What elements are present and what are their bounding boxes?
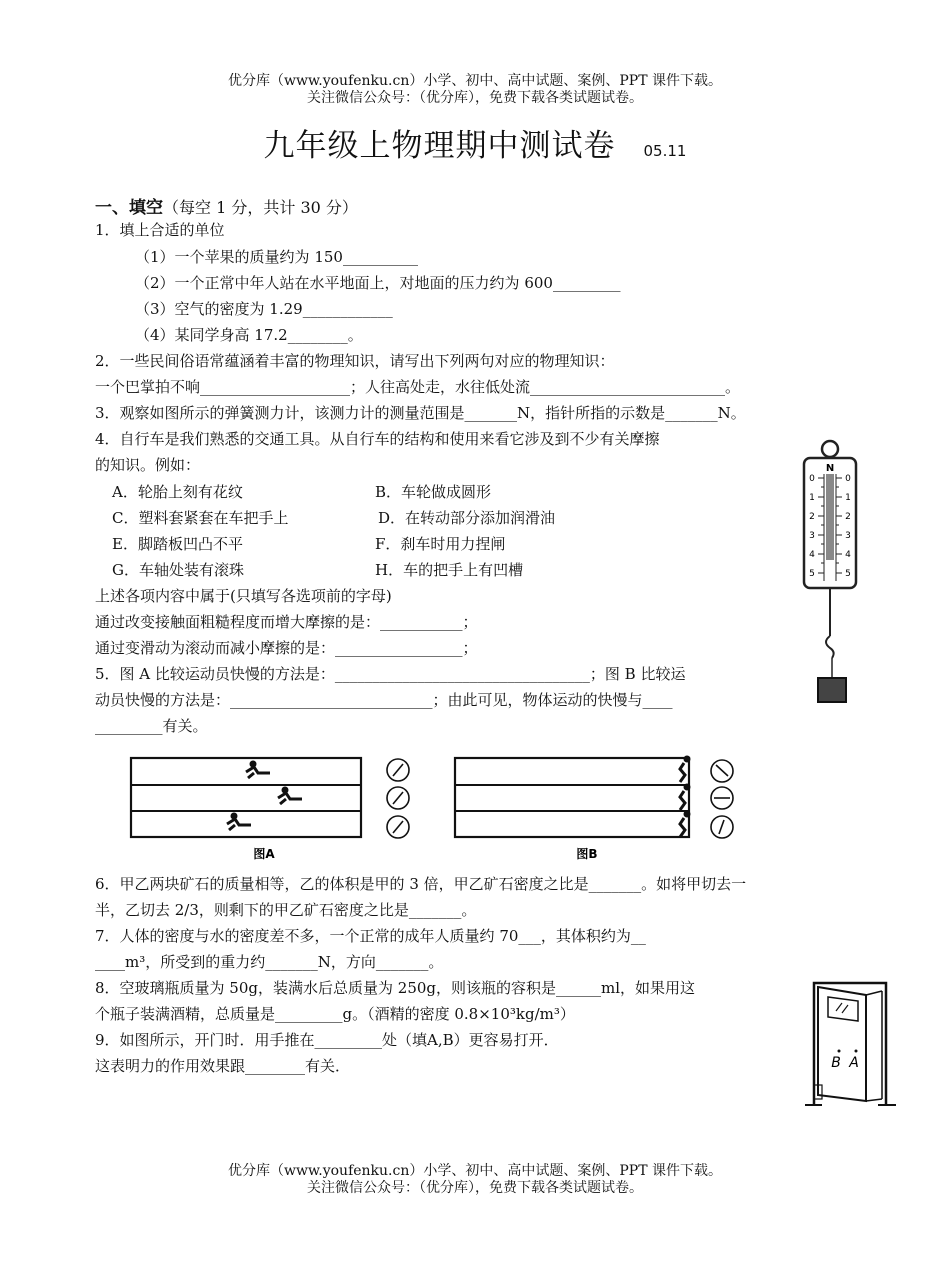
q4-option-g: G．车轴处装有滚珠 — [112, 561, 244, 579]
q2-stem: 2．一些民间俗语常蕴涵着丰富的物理知识，请写出下列两句对应的物理知识： — [95, 352, 615, 370]
scale-hook — [826, 636, 834, 658]
header-line-1: 优分库（www.youfenku.cn）小学、初中、高中试题、案例、PPT 课件下载。 — [227, 73, 722, 89]
scale-tick-label-left: 3 — [809, 531, 815, 541]
q1-item-4: （4）某同学身高 17.2________。 — [135, 326, 363, 344]
stopwatch-icon — [711, 760, 733, 782]
q6-line-1: 6．甲乙两块矿石的质量相等，乙的体积是甲的 3 倍，甲乙矿石密度之比是_______。如将甲切去一 — [95, 875, 747, 893]
scale-tick-label-left: 4 — [809, 550, 815, 560]
q4-line-4: 通过改变接触面粗糙程度而增大摩擦的是：___________； — [95, 613, 478, 631]
scale-tick-label-right: 0 — [845, 474, 851, 484]
scale-tick-label-left: 5 — [809, 569, 815, 579]
section-label: 一、填空 — [95, 198, 163, 218]
q4-option-b: B．车轮做成圆形 — [375, 483, 492, 501]
track-b — [455, 758, 689, 837]
q4-option-a: A．轮胎上刻有花纹 — [112, 483, 243, 501]
q5-line-1: 5．图 A 比较运动员快慢的方法是：__________________________________；图 B 比较运 — [95, 665, 686, 683]
figure-b-caption: 图B — [576, 847, 598, 861]
q8-line-2: 个瓶子装满酒精，总质量是_________g。（酒精的密度 0.8×10³kg/m³） — [95, 1005, 575, 1023]
q1-item-1: （1）一个苹果的质量约为 150__________ — [135, 248, 418, 266]
q1-stem: 1．填上合适的单位 — [95, 221, 225, 239]
footer-line-2: 关注微信公众号：（优分库），免费下载各类试题试卷。 — [307, 1180, 643, 1196]
scale-unit-label: N — [825, 463, 835, 474]
scale-tick-label-left: 1 — [809, 493, 815, 503]
scale-tick-label-right: 4 — [845, 550, 851, 560]
q5-line-3: _________有关。 — [95, 717, 208, 735]
q4-line-5: 通过变滑动为滚动而减小摩擦的是：_________________； — [95, 639, 478, 657]
scale-tick-label-right: 2 — [845, 512, 851, 522]
q4-option-h: H．车的把手上有凹槽 — [375, 561, 524, 579]
q4-line-2: 的知识。例如： — [95, 456, 201, 474]
q3-line: 3．观察如图所示的弹簧测力计，该测力计的测量范围是_______N，指针所指的示数是_______N。 — [95, 404, 746, 422]
stopwatch-icon — [387, 759, 409, 781]
q4-option-c: C．塑料套紧套在车把手上 — [112, 509, 289, 527]
footer-line-1: 优分库（www.youfenku.cn）小学、初中、高中试题、案例、PPT 课件下载。 — [227, 1163, 722, 1179]
title-text: 九年级上物理期中测试卷 — [263, 128, 616, 164]
q7-line-1: 7．人体的密度与水的密度差不多，一个正常的成年人质量约 70___，其体积约为__ — [95, 927, 646, 945]
spring-scale-figure — [790, 436, 870, 708]
door-point-b: B — [831, 1055, 841, 1071]
q4-option-e: E．脚踏板凹凸不平 — [112, 535, 243, 553]
scale-tick-label-left: 0 — [809, 474, 815, 484]
q7-line-2: ____m³，所受到的重力约_______N，方向_______。 — [95, 953, 444, 971]
q4-line-1: 4．自行车是我们熟悉的交通工具。从自行车的结构和使用来看它涉及到不少有关摩擦 — [95, 430, 660, 448]
q8-line-1: 8．空玻璃瓶质量为 50g，装满水后总质量为 250g，则该瓶的容积是______ml，如果用这 — [95, 979, 696, 997]
stopwatch-icon — [387, 787, 409, 809]
q4-line-3: 上述各项内容中属于(只填写各选项前的字母) — [95, 587, 392, 605]
title-date: 05.11 — [643, 142, 687, 160]
scale-tick-label-right: 3 — [845, 531, 851, 541]
q5-line-2: 动员快慢的方法是：___________________________；由此可见，物体运动的快慢与____ — [95, 691, 673, 709]
q2-line: 一个巴掌拍不响____________________；人往高处走，水往低处流__________________________。 — [95, 378, 741, 396]
q9-line-2: 这表明力的作用效果跟________有关． — [95, 1057, 351, 1075]
door-panel — [818, 987, 866, 1101]
figure-a-caption: 图A — [253, 847, 275, 861]
figure-a — [128, 752, 418, 864]
section-note: （每空 1 分，共计 30 分） — [163, 198, 358, 217]
q6-line-2: 半，乙切去 2/3，则剩下的甲乙矿石密度之比是_______。 — [95, 901, 477, 919]
scale-pointer-bar — [826, 474, 834, 560]
hanging-weight — [818, 678, 846, 702]
scale-tick-label-left: 2 — [809, 512, 815, 522]
q9-line-1: 9．如图所示，开门时．用手推在_________处（填A,B）更容易打开． — [95, 1031, 559, 1049]
q1-item-3: （3）空气的密度为 1.29____________ — [135, 300, 393, 318]
section-heading — [95, 193, 358, 218]
stopwatch-icon — [387, 816, 409, 838]
scale-tick-label-right: 1 — [845, 493, 851, 503]
scale-ring — [822, 441, 838, 457]
q4-option-d: D．在转动部分添加润滑油 — [378, 509, 556, 527]
figure-b — [452, 752, 742, 864]
scale-tick-label-right: 5 — [845, 569, 851, 579]
header-line-2: 关注微信公众号：（优分库），免费下载各类试题试卷。 — [307, 90, 643, 106]
door-figure — [800, 975, 900, 1110]
page-title — [0, 120, 950, 165]
stopwatch-icon — [711, 787, 733, 809]
stopwatch-icon — [711, 816, 733, 838]
q4-option-f: F．刹车时用力捏闸 — [375, 535, 506, 553]
door-point-a: A — [849, 1055, 859, 1071]
q1-item-2: （2）一个正常中年人站在水平地面上，对地面的压力约为 600_________ — [135, 274, 621, 292]
